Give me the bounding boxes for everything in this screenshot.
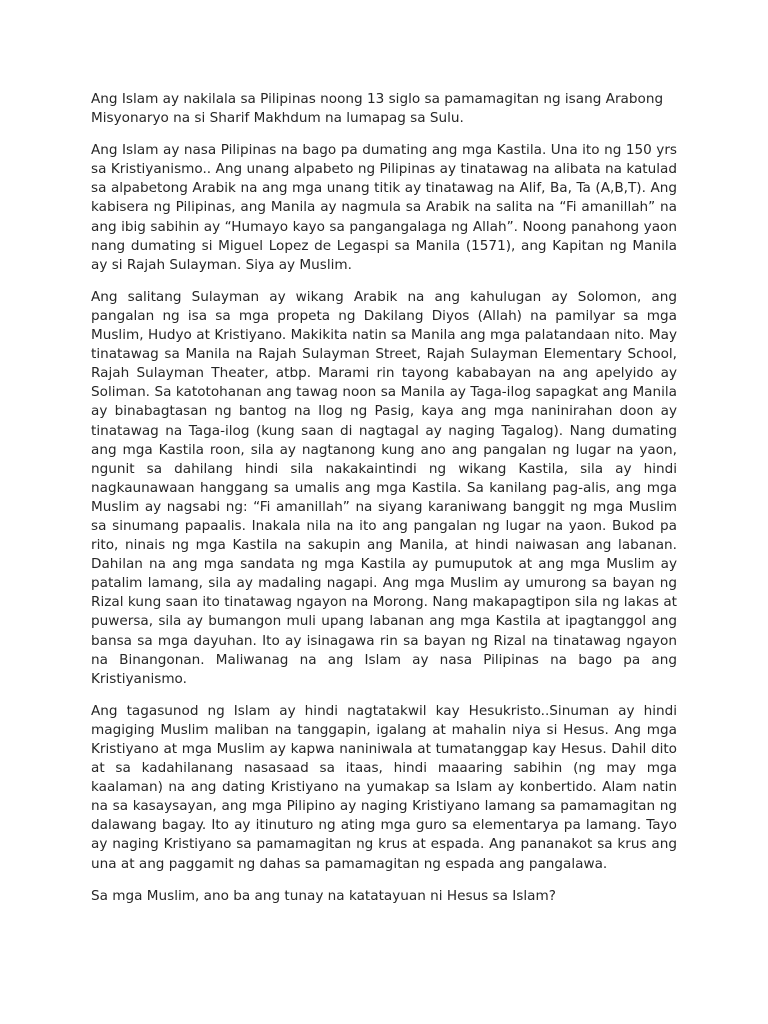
paragraph-3: Ang salitang Sulayman ay wikang Arabik na ang kahulugan ay Solomon, ang pangalan ng isa sa mga propeta ng Dakilang Diyos (Allah) na pamilyar sa mga Muslim, Hudyo at Kristiyano. Makikita natin sa Manila ang mga palatandaan nito. May tinatawag sa Manila na Rajah Sulayman Street, Rajah Sulayman Elementary School, Rajah Sulayman Theater, atbp. Marami rin tayong kababayan na ang apelyido ay Soliman. Sa katotohanan ang tawag noon sa Manila ay Taga-ilog sapagkat ang Manila ay binabagtasan ng bantog na Ilog ng Pasig, kaya ang mga naninirahan doon ay tinatawag na Taga-ilog (kung saan di nagtagal ay naging Tagalog). Nang dumating ang mga Kastila roon, sila ay nagtanong kung ano ang pangalan ng lugar na yaon, ngunit sa dahilang hindi sila nakakaintindi ng wikang Kastila, sila ay hindi nagkaunawaan hanggang sa umalis ang mga Kastila. Sa kanilang pag-alis, ang mga Muslim ay nagsabi ng: “Fi amanillah” na siyang karaniwang banggit ng mga Muslim sa sinumang papaalis. Inakala nila na ito ang pangalan ng lugar na yaon. Bukod pa rito, ninais ng mga Kastila na sakupin ang Manila, at hindi naiwasan ang labanan. Dahilan na ang mga sandata ng mga Kastila ay pumuputok at ang mga Muslim ay patalim lamang, sila ay madaling nagapi. Ang mga Muslim ay umurong sa bayan ng Rizal kung saan ito tinatawag ngayon na Morong. Nang makapagtipon sila ng lakas at puwersa, sila ay bumangon muli upang labanan ang mga Kastila at ipagtanggol ang bansa sa mga dayuhan. Ito ay isinagawa rin sa bayan ng Rizal na tinatawag ngayon na Binangonan. Maliwanag na ang Islam ay nasa Pilipinas na bago pa ang Kristiyanismo. (91, 288, 677, 687)
paragraph-2: Ang Islam ay nasa Pilipinas na bago pa dumating ang mga Kastila. Una ito ng 150 yrs sa Kristiyanismo.. Ang unang alpabeto ng Pilipinas ay tinatawag na alibata na katulad sa alpabetong Arabik na ang mga unang titik ay tinatawag na Alif, Ba, Ta (A,B,T). Ang kabisera ng Pilipinas, ang Manila ay nagmula sa Arabik na salita na “Fi amanillah” na ang ibig sabihin ay “Humayo kayo sa pangangalaga ng Allah”. Noong panahong yaon nang dumating si Miguel Lopez de Legaspi sa Manila (1571), ang Kapitan ng Manila ay si Rajah Sulayman. Siya ay Muslim. (91, 142, 677, 273)
paragraph-1: Ang Islam ay nakilala sa Pilipinas noong 13 siglo sa pamamagitan ng isang Arabong Misyonaryo na si Sharif Makhdum na lumapag sa Sulu. (91, 91, 664, 127)
paragraph-5: Sa mga Muslim, ano ba ang tunay na katatayuan ni Hesus sa Islam? (91, 887, 556, 904)
document-body (91, 90, 677, 919)
paragraph-4: Ang tagasunod ng Islam ay hindi nagtatakwil kay Hesukristo..Sinuman ay hindi magiging Muslim maliban na tanggapin, igalang at mahalin niya si Hesus. Ang mga Kristiyano at mga Muslim ay kapwa naniniwala at tumatanggap kay Hesus. Dahil dito at sa kadahilanang nasasaad sa itaas, hindi maaaring sabihin (ng may mga kaalaman) na ang dating Kristiyano na yumakap sa Islam ay konbertido. Alam natin na sa kasaysayan, ang mga Pilipino ay naging Kristiyano lamang sa pamamagitan ng dalawang bagay. Ito ay itinuturo ng ating mga guro sa elementarya pa lamang. Tayo ay naging Kristiyano sa pamamagitan ng krus at espada. Ang pananakot sa krus ang una at ang paggamit ng dahas sa pamamagitan ng espada ang pangalawa. (91, 702, 677, 872)
